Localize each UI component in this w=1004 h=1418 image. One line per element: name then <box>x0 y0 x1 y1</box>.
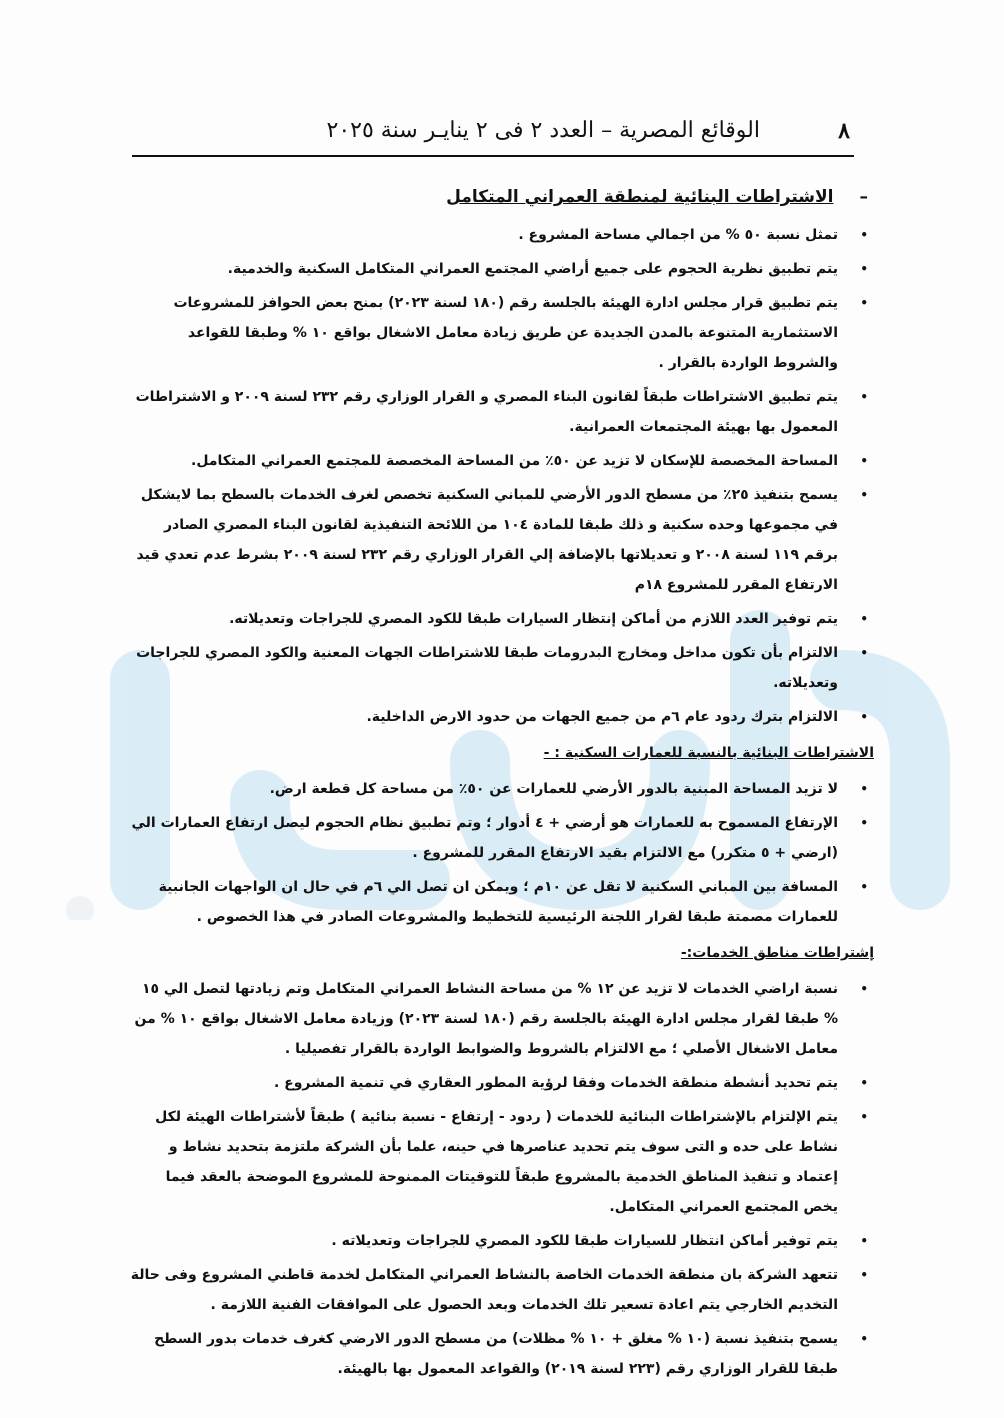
bullet-list <box>128 774 868 932</box>
section-title: إشتراطات مناطق الخدمات:- <box>680 945 874 961</box>
section-integrated-urban <box>128 180 868 732</box>
bullet-icon: • <box>860 454 868 468</box>
header-divider <box>132 155 854 157</box>
list-item-text: الإرتفاع المسموح به للعمارات هو أرضي + ٤ أدوار ؛ وتم تطبيق نظام الحجوم ليصل ارتفاع العمارات الي (ارضي + ٥ متكرر) مع الالتزام بقيد الارتفاع المقرر للمشروع . <box>131 815 838 861</box>
bullet-icon: • <box>860 1234 868 1248</box>
bullet-list <box>128 974 868 1384</box>
bullet-icon: • <box>860 1332 868 1346</box>
bullet-icon: • <box>860 1076 868 1090</box>
bullet-icon: • <box>860 880 868 894</box>
section-title-text: الاشتراطات البنائية لمنطقة العمراني المتكامل <box>446 187 834 207</box>
list-item-text: يتم تطبيق نظرية الحجوم على جميع أراضي المجتمع العمراني المتكامل السكنية والخدمية. <box>227 261 838 277</box>
list-item-text: يتم تحديد أنشطة منطقة الخدمات وفقا لرؤية المطور العقاري في تنمية المشروع . <box>273 1075 838 1091</box>
list-item <box>128 774 868 804</box>
page-number: ٨ <box>838 118 850 144</box>
bullet-icon: • <box>860 1268 868 1282</box>
list-item-text: المسافة بين المباني السكنية لا تقل عن ١٠م ؛ ويمكن ان تصل الي ٦م في حال ان الواجهات الجانبية للعمارات مصمتة طبقا لقرار اللجنة الرئيسية للتخطيط والمشروعات الصادر في هذا الخصوص . <box>158 879 838 925</box>
list-item <box>128 480 868 600</box>
list-item-text: المساحة المخصصة للإسكان لا تزيد عن ٥٠٪ من المساحة المخصصة للمجتمع العمراني المتكامل. <box>191 453 838 469</box>
bullet-icon: • <box>860 488 868 502</box>
list-item-text: تتعهد الشركة بان منطقة الخدمات الخاصة بالنشاط العمراني المتكامل لخدمة قاطني المشروع وفى حالة التخديم الخارجي يتم اعادة تسعير تلك الخدمات وبعد الحصول على الموافقات الفنية اللازمة . <box>130 1267 838 1313</box>
bullet-icon: • <box>860 782 868 796</box>
bullet-list <box>128 220 868 732</box>
list-item <box>128 638 868 698</box>
list-item <box>128 1260 868 1320</box>
list-item <box>128 974 868 1064</box>
bullet-icon: • <box>860 612 868 626</box>
section-dash: – <box>859 187 868 207</box>
bullet-icon: • <box>860 390 868 404</box>
page-header <box>130 118 850 154</box>
list-item <box>128 872 868 932</box>
bullet-icon: • <box>860 646 868 660</box>
bullet-icon: • <box>860 262 868 276</box>
list-item <box>128 288 868 378</box>
list-item <box>128 604 868 634</box>
bullet-icon: • <box>860 816 868 830</box>
list-item <box>128 808 868 868</box>
list-item <box>128 254 868 284</box>
list-item-text: لا تزيد المساحة المبنية بالدور الأرضي للعمارات عن ٥٠٪ من مساحة كل قطعة ارض. <box>269 781 838 797</box>
list-item-text: الالتزام بأن تكون مداخل ومخارج البدرومات طبقا للاشتراطات الجهات المعنية والكود المصري للجراجات وتعديلاته. <box>136 645 838 691</box>
list-item <box>128 1068 868 1098</box>
section-title <box>128 180 868 214</box>
list-item-text: يتم تطبيق الاشتراطات طبقاً لقانون البناء المصري و القرار الوزاري رقم ٢٣٢ لسنة ٢٠٠٩ و الاشتراطات المعمول بها بهيئة المجتمعات العمرانية. <box>135 389 838 435</box>
list-item <box>128 446 868 476</box>
list-item <box>128 382 868 442</box>
list-item <box>128 702 868 732</box>
list-item <box>128 1324 868 1384</box>
list-item-text: يتم تطبيق قرار مجلس ادارة الهيئة بالجلسة رقم (١٨٠ لسنة ٢٠٢٣) بمنح بعض الحوافز للمشروعات الاستثمارية المتنوعة بالمدن الجديدة عن طريق زيادة معامل الاشغال بواقع ١٠ % وطبقا للقواعد والشروط الواردة بالقرار . <box>173 295 838 371</box>
list-item <box>128 1226 868 1256</box>
list-item-text: نسبة اراضي الخدمات لا تزيد عن ١٢ % من مساحة النشاط العمراني المتكامل وتم زيادتها لتصل الي ١٥ % طبقا لقرار مجلس ادارة الهيئة بالجلسة رقم (١٨٠ لسنة ٢٠٢٣) وزيادة معامل الاشغال بواقع ١٠ % من معامل الاشغال الأصلي ؛ مع الالتزام بالشروط والضوابط الواردة بالقرار تفصيليا . <box>134 981 838 1057</box>
bullet-icon: • <box>860 1110 868 1124</box>
list-item-text: الالتزام بترك ردود عام ٦م من جميع الجهات من حدود الارض الداخلية. <box>366 709 838 725</box>
list-item-text: يتم توفير العدد اللازم من أماكن إنتظار السيارات طبقا للكود المصري للجراجات وتعديلاته. <box>229 611 838 627</box>
list-item <box>128 220 868 250</box>
list-item-text: يتم الإلتزام بالإشتراطات البنائية للخدمات ( ردود - إرتفاع - نسبة بنائية ) طبقاً لأشتراطات الهيئة لكل نشاط على حده و التى سوف يتم تحديد عناصرها في حينه، علما بأن الشركة ملتزمة بتحديد نشاط و إعتماد و تنفيذ المناطق الخدمية بالمشروع طبقاً للتوقيتات الممنوحة للمشروع الموضحة بالعقد فيما يخص المجتمع العمراني المتكامل. <box>155 1109 838 1215</box>
section-residential-buildings <box>128 738 874 932</box>
bullet-icon: • <box>860 710 868 724</box>
document-body <box>128 180 874 1388</box>
section-services-areas <box>128 938 874 1384</box>
list-item-text: يسمح بتنفيذ نسبة (١٠ % مغلق + ١٠ % مظلات) من مسطح الدور الارضي كغرف خدمات بدور السطح طبقا للقرار الوزاري رقم (٢٢٣ لسنة ٢٠١٩) والقواعد المعمول بها بالهيئة. <box>154 1331 838 1377</box>
list-item <box>128 1102 868 1222</box>
bullet-icon: • <box>860 296 868 310</box>
bullet-icon: • <box>860 228 868 242</box>
section-title: الاشتراطات البنائية بالنسبة للعمارات السكنية : - <box>543 745 874 761</box>
gazette-title: الوقائع المصرية – العدد ٢ فى ٢ ينايـر سنة ٢٠٢٥ <box>326 118 760 143</box>
list-item-text: تمثل نسبة ٥٠ % من اجمالي مساحة المشروع . <box>518 227 838 243</box>
list-item-text: يتم توفير أماكن انتظار للسيارات طبقا للكود المصري للجراجات وتعديلاته . <box>331 1233 838 1249</box>
bullet-icon: • <box>860 982 868 996</box>
list-item-text: يسمح بتنفيذ ٢٥٪ من مسطح الدور الأرضي للمباني السكنية تخصص لغرف الخدمات بالسطح بما لايشكل في مجموعها وحده سكنية و ذلك طبقا للمادة ١٠٤ من اللائحة التنفيذية لقانون البناء المصري الصادر برقم ١١٩ لسنة ٢٠٠٨ و تعديلاتها بالإضافة إلي القرار الوزاري رقم ٢٣٢ لسنة ٢٠٠٩ بشرط عدم تعدي قيد الارتفاع المقرر للمشروع ١٨م <box>136 487 838 593</box>
